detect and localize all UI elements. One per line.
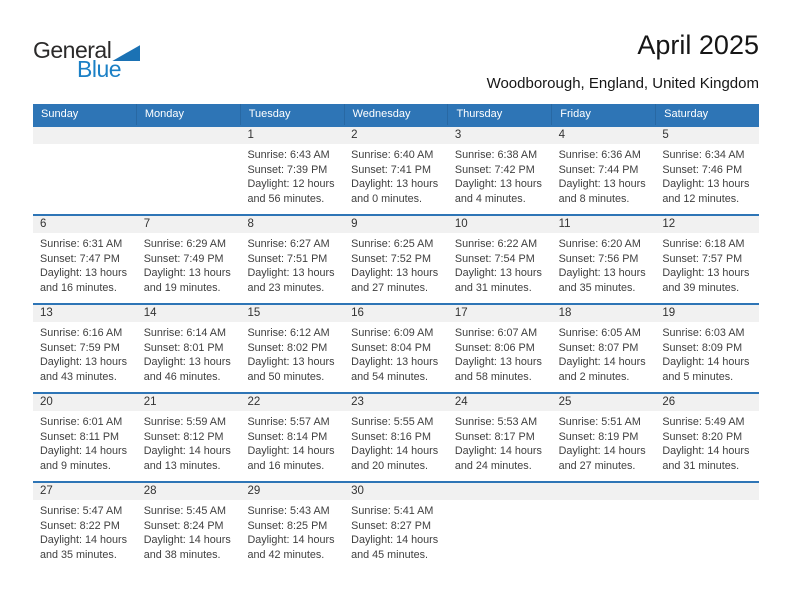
day-number-band [33,216,137,233]
day-details [448,411,552,473]
day-number-band [137,483,241,500]
day-daylight2-text: and 5 minutes. [662,370,734,383]
day-daylight2-text: and 38 minutes. [143,548,221,561]
day-details [137,322,241,384]
day-cell-3 [448,127,552,214]
page-subtitle: Woodborough, England, United Kingdom [486,75,759,92]
day-sunset-text: Sunset: 7:41 PM [351,163,431,176]
day-daylight1-text: Daylight: 14 hours [143,534,231,546]
day-number: 21 [143,396,157,408]
day-sunset-text: Sunset: 8:11 PM [40,430,120,443]
day-daylight1-text: Daylight: 13 hours [40,356,128,368]
week-row [33,214,759,303]
day-daylight2-text: and 43 minutes. [40,370,117,383]
day-number-band [344,127,448,144]
day-cell-24 [448,394,552,481]
day-sunrise-text: Sunrise: 6:43 AM [247,149,330,161]
day-sunset-text: Sunset: 7:47 PM [40,252,120,265]
day-sunset-text: Sunset: 8:17 PM [454,430,535,443]
weekday-header-monday: Monday [137,104,241,125]
day-cell-16 [344,305,448,392]
day-number-band [448,305,552,322]
day-daylight2-text: and 0 minutes. [351,192,422,205]
day-sunrise-text: Sunrise: 5:47 AM [40,505,123,517]
week-row [33,481,759,570]
day-daylight2-text: and 12 minutes. [662,192,740,205]
day-number: 10 [454,218,468,230]
day-daylight1-text: Daylight: 14 hours [351,534,439,546]
day-sunrise-text: Sunrise: 6:34 AM [662,149,745,161]
day-details [33,500,137,562]
day-sunrise-text: Sunrise: 5:45 AM [143,505,226,517]
day-sunset-text: Sunset: 8:16 PM [351,430,431,443]
month-calendar [33,104,759,570]
day-number-band [33,305,137,322]
day-number-band [655,305,759,322]
day-number-band [552,216,656,233]
day-number: 5 [662,129,669,141]
day-details [137,233,241,295]
day-daylight1-text: Daylight: 12 hours [247,178,335,190]
day-number-band [655,394,759,411]
day-cell-1 [240,127,344,214]
week-row [33,303,759,392]
day-number-band [655,216,759,233]
day-number-band [240,305,344,322]
day-number-band [344,216,448,233]
day-sunset-text: Sunset: 8:27 PM [351,519,431,532]
day-sunrise-text: Sunrise: 5:49 AM [662,416,745,428]
day-number-band [137,394,241,411]
day-number: 14 [143,307,157,319]
day-sunset-text: Sunset: 7:42 PM [454,163,535,176]
day-details [240,500,344,562]
day-sunrise-text: Sunrise: 6:36 AM [558,149,641,161]
day-daylight2-text: and 23 minutes. [247,281,325,294]
day-number-band [240,216,344,233]
day-daylight2-text: and 9 minutes. [40,459,111,472]
day-number-band [33,483,137,500]
day-sunrise-text: Sunrise: 6:25 AM [351,238,434,250]
day-number-band [448,216,552,233]
day-details [655,411,759,473]
day-details [552,233,656,295]
weekday-header-saturday: Saturday [664,108,709,120]
general-blue-logo [33,37,140,83]
day-number: 4 [558,129,565,141]
day-cell-2 [344,127,448,214]
day-cell-19 [655,305,759,392]
day-sunrise-text: Sunrise: 6:22 AM [454,238,538,250]
day-daylight1-text: Daylight: 13 hours [558,267,646,279]
day-sunset-text: Sunset: 8:19 PM [558,430,639,443]
day-daylight1-text: Daylight: 14 hours [662,445,750,457]
day-number: 19 [662,307,676,319]
day-sunset-text: Sunset: 7:52 PM [351,252,431,265]
day-number: 30 [351,485,364,497]
day-sunset-text: Sunset: 8:07 PM [558,341,639,354]
day-number-band [655,127,759,144]
day-cell-29 [240,483,344,570]
day-cell-18 [552,305,656,392]
day-number: 1 [247,129,254,141]
day-cell-27 [33,483,137,570]
day-number: 18 [558,307,572,319]
day-daylight1-text: Daylight: 14 hours [247,445,335,457]
day-sunrise-text: Sunrise: 6:03 AM [662,327,745,339]
day-sunset-text: Sunset: 7:44 PM [558,163,639,176]
day-daylight2-text: and 58 minutes. [454,370,532,383]
day-cell-15 [240,305,344,392]
day-daylight1-text: Daylight: 14 hours [40,445,128,457]
day-details [33,233,137,295]
day-details [240,322,344,384]
day-daylight1-text: Daylight: 14 hours [40,534,128,546]
day-sunset-text: Sunset: 8:01 PM [143,341,224,354]
day-number: 11 [558,218,571,230]
day-details [33,411,137,473]
day-sunrise-text: Sunrise: 6:01 AM [40,416,123,428]
day-number-band [655,483,759,500]
day-details [552,322,656,384]
day-daylight2-text: and 39 minutes. [662,281,740,294]
day-number: 6 [40,218,47,230]
day-daylight2-text: and 24 minutes. [454,459,532,472]
day-sunrise-text: Sunrise: 6:38 AM [454,149,538,161]
logo-word-blue: Blue [77,56,122,82]
day-sunrise-text: Sunrise: 6:14 AM [143,327,226,339]
day-cell-30 [344,483,448,570]
day-daylight1-text: Daylight: 13 hours [662,178,750,190]
day-number: 7 [143,218,151,230]
day-cell-14 [137,305,241,392]
day-cell-25 [552,394,656,481]
day-number: 8 [247,218,254,230]
day-number: 17 [454,307,468,319]
week-row [33,392,759,481]
weekday-header-tuesday: Tuesday [241,104,345,125]
day-sunrise-text: Sunrise: 5:41 AM [351,505,434,517]
day-cell-7 [137,216,241,303]
day-details [655,233,759,295]
day-sunrise-text: Sunrise: 5:51 AM [558,416,641,428]
day-sunrise-text: Sunrise: 5:57 AM [247,416,330,428]
day-daylight2-text: and 19 minutes. [143,281,221,294]
day-number: 13 [40,307,53,319]
week-row [33,125,759,214]
day-cell-28 [137,483,241,570]
day-daylight2-text: and 35 minutes. [40,548,117,561]
day-daylight2-text: and 46 minutes. [143,370,221,383]
day-number: 22 [247,396,261,408]
day-daylight1-text: Daylight: 14 hours [558,445,646,457]
day-sunset-text: Sunset: 7:57 PM [662,252,743,265]
day-sunrise-text: Sunrise: 5:53 AM [454,416,538,428]
day-cell-5 [655,127,759,214]
day-number-band [448,127,552,144]
day-daylight1-text: Daylight: 13 hours [143,356,231,368]
day-number: 9 [351,218,358,230]
day-daylight1-text: Daylight: 13 hours [143,267,231,279]
day-daylight2-text: and 27 minutes. [351,281,428,294]
day-sunset-text: Sunset: 7:56 PM [558,252,639,265]
day-details [137,411,241,473]
day-number: 23 [351,396,364,408]
day-number-band [344,483,448,500]
day-daylight2-text: and 2 minutes. [558,370,630,383]
day-details [448,322,552,384]
day-sunset-text: Sunset: 8:12 PM [143,430,224,443]
day-details [448,144,552,206]
day-details [448,233,552,295]
day-daylight1-text: Daylight: 13 hours [247,267,335,279]
day-details [552,411,656,473]
day-details [33,322,137,384]
day-details [344,233,448,295]
day-number: 16 [351,307,364,319]
day-number-band [240,483,344,500]
day-daylight1-text: Daylight: 14 hours [454,445,542,457]
day-daylight2-text: and 27 minutes. [558,459,636,472]
day-daylight2-text: and 42 minutes. [247,548,325,561]
day-sunset-text: Sunset: 8:24 PM [143,519,224,532]
day-daylight1-text: Daylight: 13 hours [40,267,128,279]
day-number-band [33,127,137,144]
day-daylight2-text: and 8 minutes. [558,192,630,205]
day-cell-12 [655,216,759,303]
day-daylight2-text: and 56 minutes. [247,192,325,205]
day-sunset-text: Sunset: 7:51 PM [247,252,328,265]
day-details [344,322,448,384]
day-daylight2-text: and 20 minutes. [351,459,428,472]
day-daylight1-text: Daylight: 14 hours [143,445,231,457]
day-details [240,144,344,206]
day-cell-empty [655,483,759,570]
day-number: 2 [351,129,358,141]
weekday-header-thursday: Thursday [448,104,552,125]
day-sunset-text: Sunset: 8:02 PM [247,341,328,354]
day-sunset-text: Sunset: 8:14 PM [247,430,328,443]
day-number-band [137,216,241,233]
day-number-band [552,127,656,144]
day-daylight1-text: Daylight: 14 hours [351,445,439,457]
day-daylight2-text: and 31 minutes. [662,459,740,472]
weekday-header-friday: Friday [552,104,656,125]
day-sunset-text: Sunset: 8:09 PM [662,341,743,354]
day-number-band [552,305,656,322]
day-daylight1-text: Daylight: 13 hours [247,356,335,368]
day-daylight1-text: Daylight: 13 hours [351,267,439,279]
day-number: 3 [454,129,462,141]
day-sunrise-text: Sunrise: 6:12 AM [247,327,330,339]
day-daylight2-text: and 35 minutes. [558,281,636,294]
day-cell-11 [552,216,656,303]
day-number-band [448,394,552,411]
day-daylight1-text: Daylight: 13 hours [351,178,439,190]
day-number: 27 [40,485,53,497]
day-number-band [137,305,241,322]
day-details [240,411,344,473]
day-daylight1-text: Daylight: 13 hours [662,267,750,279]
day-number: 29 [247,485,261,497]
day-sunset-text: Sunset: 7:39 PM [247,163,328,176]
day-cell-empty [137,127,241,214]
day-daylight1-text: Daylight: 13 hours [454,178,542,190]
day-sunset-text: Sunset: 7:54 PM [454,252,535,265]
day-sunrise-text: Sunrise: 5:59 AM [143,416,226,428]
page-title: April 2025 [637,30,759,60]
day-cell-empty [552,483,656,570]
day-number: 26 [662,396,676,408]
day-number-band [240,394,344,411]
day-number-band [552,483,656,500]
day-sunrise-text: Sunrise: 6:29 AM [143,238,226,250]
day-cell-empty [33,127,137,214]
weekday-header-sunday: Sunday [33,104,137,125]
day-daylight2-text: and 31 minutes. [454,281,532,294]
day-daylight2-text: and 16 minutes. [40,281,117,294]
calendar-grid [33,125,759,570]
day-daylight1-text: Daylight: 13 hours [558,178,646,190]
day-daylight2-text: and 50 minutes. [247,370,325,383]
day-daylight1-text: Daylight: 13 hours [351,356,439,368]
day-number: 12 [662,218,676,230]
day-daylight1-text: Daylight: 14 hours [558,356,646,368]
day-cell-6 [33,216,137,303]
day-sunset-text: Sunset: 8:06 PM [454,341,535,354]
day-details [344,144,448,206]
day-number-band [344,394,448,411]
day-daylight2-text: and 4 minutes. [454,192,526,205]
day-cell-10 [448,216,552,303]
day-sunrise-text: Sunrise: 6:27 AM [247,238,330,250]
day-sunset-text: Sunset: 7:49 PM [143,252,224,265]
day-sunrise-text: Sunrise: 6:31 AM [40,238,123,250]
day-daylight2-text: and 16 minutes. [247,459,325,472]
day-sunrise-text: Sunrise: 6:07 AM [454,327,538,339]
day-number-band [448,483,552,500]
day-details [240,233,344,295]
day-cell-13 [33,305,137,392]
day-daylight2-text: and 45 minutes. [351,548,428,561]
day-cell-26 [655,394,759,481]
day-sunrise-text: Sunrise: 6:20 AM [558,238,641,250]
day-sunset-text: Sunset: 8:20 PM [662,430,743,443]
day-cell-17 [448,305,552,392]
day-number: 24 [454,396,468,408]
day-daylight1-text: Daylight: 13 hours [454,267,542,279]
day-daylight1-text: Daylight: 14 hours [662,356,750,368]
day-cell-21 [137,394,241,481]
day-number-band [344,305,448,322]
day-details [344,411,448,473]
day-cell-22 [240,394,344,481]
day-number: 20 [40,396,53,408]
day-cell-20 [33,394,137,481]
day-daylight1-text: Daylight: 13 hours [454,356,542,368]
day-sunrise-text: Sunrise: 5:43 AM [247,505,330,517]
day-sunrise-text: Sunrise: 6:40 AM [351,149,434,161]
weekday-header-row [33,104,759,125]
day-number: 28 [143,485,157,497]
day-number: 15 [247,307,261,319]
day-details [137,500,241,562]
day-sunset-text: Sunset: 8:04 PM [351,341,431,354]
day-number: 25 [558,396,572,408]
day-sunrise-text: Sunrise: 5:55 AM [351,416,434,428]
day-cell-9 [344,216,448,303]
day-daylight2-text: and 13 minutes. [143,459,221,472]
day-daylight1-text: Daylight: 14 hours [247,534,335,546]
day-sunset-text: Sunset: 7:46 PM [662,163,743,176]
weekday-header-wednesday: Wednesday [345,104,449,125]
day-sunset-text: Sunset: 8:25 PM [247,519,328,532]
day-details [655,144,759,206]
day-cell-4 [552,127,656,214]
day-sunrise-text: Sunrise: 6:05 AM [558,327,641,339]
day-number-band [137,127,241,144]
day-sunrise-text: Sunrise: 6:16 AM [40,327,123,339]
day-details [655,322,759,384]
day-cell-23 [344,394,448,481]
day-cell-8 [240,216,344,303]
day-number-band [33,394,137,411]
day-sunrise-text: Sunrise: 6:09 AM [351,327,434,339]
day-details [344,500,448,562]
day-cell-empty [448,483,552,570]
day-sunset-text: Sunset: 8:22 PM [40,519,120,532]
day-number-band [240,127,344,144]
day-number-band [552,394,656,411]
day-daylight2-text: and 54 minutes. [351,370,428,383]
day-sunrise-text: Sunrise: 6:18 AM [662,238,745,250]
day-details [552,144,656,206]
logo-word-general: General [33,37,112,63]
day-sunset-text: Sunset: 7:59 PM [40,341,120,354]
